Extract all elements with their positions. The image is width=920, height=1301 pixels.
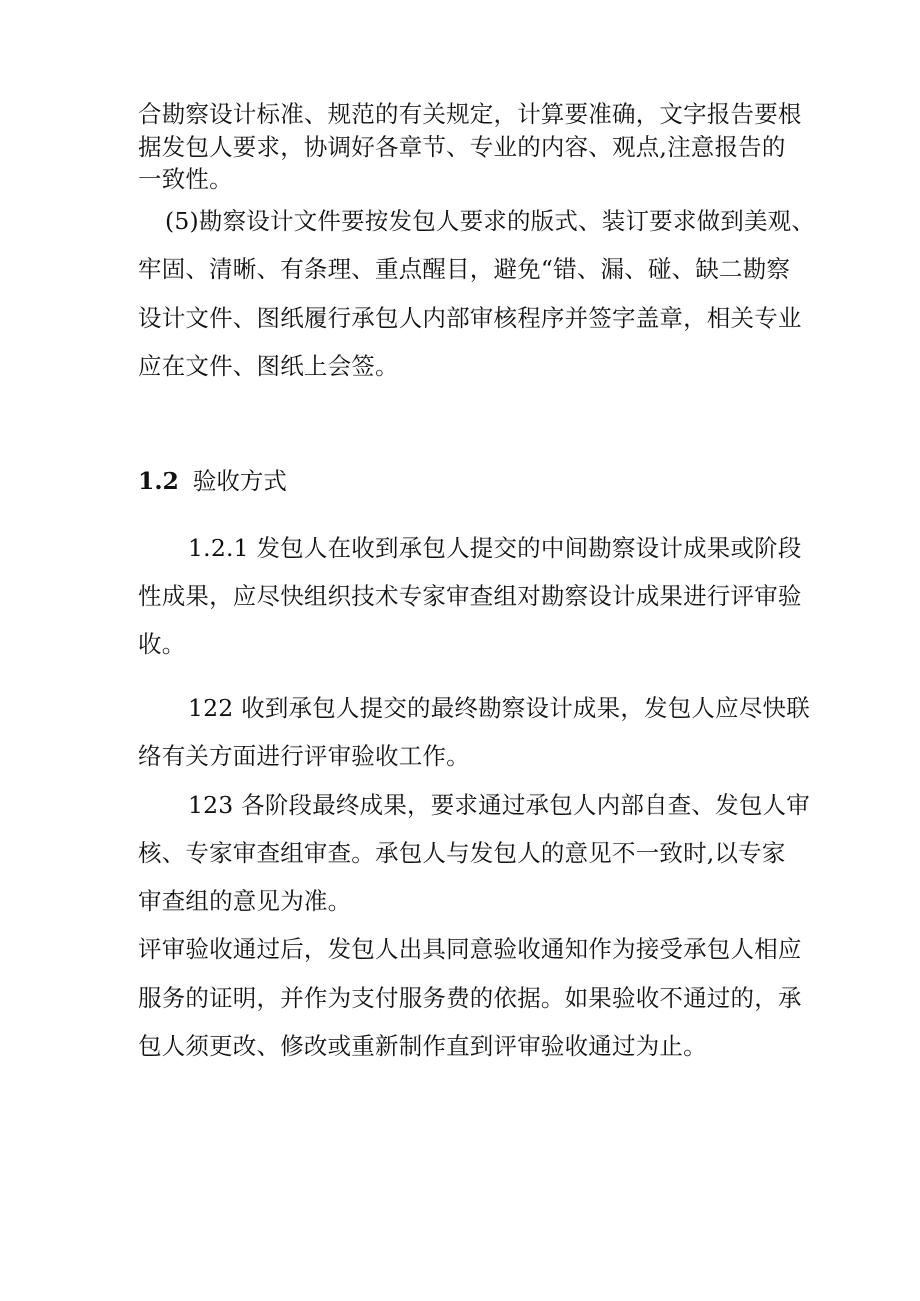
para2-line1: (5)勘察设计文件要按发包人要求的版式、装订要求做到美观、 [165, 207, 816, 235]
para2-line3: 设计文件、图纸履行承包人内部审核程序并签字盖章，相关专业 [138, 304, 802, 332]
para5-line1: 123 各阶段最终成果，要求通过承包人内部自查、发包人审 [188, 791, 810, 819]
para5-line2: 核、专家审查组审查。承包人与发包人的意见不一致时,以专家 [138, 839, 786, 867]
para3-line1: 1.2.1 发包人在收到承包人提交的中间勘察设计成果或阶段 [188, 534, 802, 562]
para6-line2: 服务的证明，并作为支付服务费的依据。如果验收不通过的，承 [138, 984, 802, 1012]
para1-line3: 一致性。 [138, 165, 233, 193]
para4-line1: 122 收到承包人提交的最终勘察设计成果，发包人应尽快联 [188, 694, 810, 722]
section-heading [138, 466, 287, 496]
para3-line3: 收。 [138, 630, 186, 658]
para2-line2: 牢固、清晰、有条理、重点醒目，避免“错、漏、碰、缺二勘察 [138, 255, 791, 283]
para3-line2: 性成果，应尽快组织技术专家审查组对勘察设计成果进行评审验 [138, 582, 802, 610]
para1-line2: 据发包人要求，协调好各章节、专业的内容、观点,注意报告的 [138, 133, 786, 161]
para6-line1: 评审验收通过后，发包人出具同意验收通知作为接受承包人相应 [138, 935, 802, 963]
para6-line3: 包人须更改、修改或重新制作直到评审验收通过为止。 [138, 1032, 707, 1060]
para4-line2: 络有关方面进行评审验收工作。 [138, 742, 470, 770]
section-number: 1.2 [138, 467, 179, 495]
para1-line1: 合勘察设计标准、规范的有关规定，计算要准确，文字报告要根 [138, 100, 802, 128]
para2-line4: 应在文件、图纸上会签。 [138, 352, 399, 380]
para5-line3: 审查组的意见为准。 [138, 887, 352, 915]
section-title: 验收方式 [192, 467, 287, 495]
